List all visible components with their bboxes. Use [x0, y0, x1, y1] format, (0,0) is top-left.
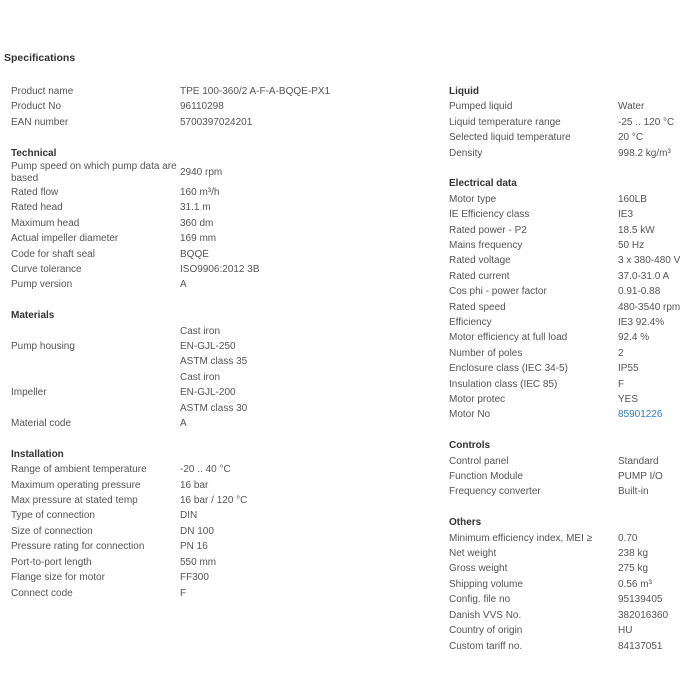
spec-label: Port-to-port length	[11, 556, 92, 568]
spec-row	[11, 539, 431, 554]
spec-label: Max pressure at stated temp	[11, 495, 138, 507]
spec-value: 16 bar / 120 °C	[180, 495, 248, 507]
spec-label: Rated flow	[11, 187, 59, 198]
spec-row	[449, 531, 699, 546]
spec-row	[449, 639, 699, 654]
spec-value: F	[618, 378, 625, 390]
spec-row	[11, 247, 431, 262]
spec-label: Size of connection	[11, 525, 93, 537]
liquid-section	[449, 84, 699, 161]
spec-row	[11, 185, 431, 200]
spec-value: DIN	[180, 510, 198, 522]
spec-value: ISO9906:2012 3B	[180, 264, 260, 276]
spec-row	[449, 484, 699, 499]
spec-label: Motor protec	[449, 394, 506, 406]
spec-value: Cast iron	[180, 325, 221, 337]
spec-label: IE Efficiency class	[449, 209, 530, 221]
spec-label: Country of origin	[449, 625, 523, 637]
spec-label: Rated voltage	[449, 255, 511, 267]
section-title: Materials	[11, 310, 55, 322]
spec-row	[449, 315, 699, 330]
spec-label: Density	[449, 147, 483, 159]
spec-row	[11, 524, 431, 539]
spec-label: Code for shaft seal	[11, 248, 95, 260]
spec-label: Motor efficiency at full load	[449, 332, 568, 344]
spec-value: 20 °C	[618, 132, 644, 144]
spec-row	[449, 361, 699, 376]
spec-row	[449, 269, 699, 284]
spec-label: Gross weight	[449, 563, 508, 575]
spec-value: 95139405	[618, 594, 663, 606]
left-column	[11, 84, 431, 616]
spec-row	[449, 99, 699, 114]
spec-row	[449, 561, 699, 576]
spec-row	[449, 454, 699, 469]
spec-row	[449, 608, 699, 623]
spec-label: Rated head	[11, 202, 63, 214]
spec-row	[11, 586, 431, 601]
spec-value: IP55	[618, 363, 639, 375]
spec-row	[449, 330, 699, 345]
section-title: Liquid	[449, 86, 479, 97]
spec-value: A	[180, 418, 187, 430]
spec-label: Enclosure class (IEC 34-5)	[449, 363, 568, 375]
general-section	[11, 84, 431, 130]
spec-row	[449, 146, 699, 161]
spec-label: Pressure rating for connection	[11, 541, 145, 553]
spec-value: Water	[618, 101, 645, 113]
spec-label: Custom tariff no.	[449, 640, 523, 652]
spec-value: EN-GJL-200	[180, 387, 236, 399]
spec-label: Product No	[11, 101, 62, 113]
spec-row	[11, 493, 431, 508]
spec-value: 480-3540 rpm	[618, 301, 681, 313]
spec-value: 169 mm	[180, 233, 217, 245]
spec-label: Insulation class (IEC 85)	[449, 378, 558, 390]
spec-label: Curve tolerance	[11, 264, 82, 276]
spec-row	[11, 216, 431, 231]
spec-row	[11, 200, 431, 215]
spec-row	[449, 253, 699, 268]
motor-no-link[interactable]: 85901226	[618, 409, 663, 421]
spec-label: Mains frequency	[449, 240, 523, 252]
spec-label: Maximum operating pressure	[11, 479, 141, 491]
spec-row	[11, 555, 431, 570]
section-title: Technical	[11, 147, 57, 159]
spec-label: Control panel	[449, 455, 509, 467]
spec-row	[449, 284, 699, 299]
spec-row	[449, 623, 699, 638]
spec-label: Rated speed	[449, 301, 506, 313]
page-title: Specifications	[4, 52, 76, 64]
spec-row	[11, 277, 431, 292]
section-title: Electrical data	[449, 178, 517, 190]
spec-row	[449, 207, 699, 222]
right-column	[449, 84, 699, 669]
spec-label: Function Module	[449, 471, 523, 483]
spec-row	[449, 469, 699, 484]
spec-value: 0.91-0.88	[618, 286, 661, 298]
spec-row	[11, 462, 431, 477]
spec-value: FF300	[180, 572, 209, 584]
spec-label: Efficiency	[449, 317, 492, 329]
spec-value: A	[180, 279, 187, 291]
spec-values	[180, 416, 187, 431]
spec-label: Motor type	[449, 193, 497, 205]
spec-row	[449, 300, 699, 315]
spec-value: 382016360	[618, 609, 669, 621]
spec-value: 275 kg	[618, 563, 649, 575]
spec-value: 31.1 m	[180, 202, 211, 214]
spec-label: Impeller	[11, 387, 47, 399]
spec-value: BQQE	[180, 248, 209, 260]
spec-row	[11, 84, 431, 99]
spec-value: PUMP I/O	[618, 471, 663, 483]
spec-row	[11, 231, 431, 246]
spec-row	[11, 324, 431, 370]
spec-label: Connect code	[11, 587, 73, 599]
spec-row	[449, 192, 699, 207]
spec-value: -20 .. 40 °C	[180, 464, 231, 476]
spec-label: Maximum head	[11, 217, 80, 229]
spec-value: Built-in	[618, 486, 649, 498]
spec-value: YES	[618, 394, 639, 406]
spec-value: 84137051	[618, 640, 663, 652]
spec-value: HU	[618, 625, 633, 637]
spec-value: 0.70	[618, 532, 638, 544]
spec-row	[11, 161, 431, 185]
spec-row	[11, 370, 431, 416]
spec-label: Config. file no	[449, 594, 511, 606]
spec-value: 2	[618, 347, 624, 359]
spec-value: 96110298	[180, 101, 224, 113]
spec-row	[449, 115, 699, 130]
section-title: Others	[449, 517, 482, 529]
spec-row	[449, 130, 699, 145]
spec-value: 2940 rpm	[180, 167, 223, 179]
spec-row	[11, 478, 431, 493]
spec-value: 998.2 kg/m³	[618, 147, 671, 159]
spec-label: Product name	[11, 86, 74, 97]
spec-label: Minimum efficiency index, MEI ≥	[449, 532, 593, 544]
spec-value: 37.0-31.0 A	[618, 270, 670, 282]
spec-label: Rated power - P2	[449, 224, 527, 236]
spec-value: 18.5 kW	[618, 224, 655, 236]
spec-row	[449, 346, 699, 361]
spec-value: Standard	[618, 455, 659, 467]
section-title: Installation	[11, 448, 64, 460]
spec-value: TPE 100-360/2 A-F-A-BQQE-PX1	[180, 86, 331, 97]
spec-value: 0.56 m³	[618, 578, 652, 590]
spec-row	[11, 262, 431, 277]
spec-value: EN-GJL-250	[180, 341, 236, 353]
spec-label: Liquid temperature range	[449, 116, 561, 128]
electrical-section	[449, 176, 699, 422]
spec-label: Pumped liquid	[449, 101, 513, 113]
spec-value: -25 .. 120 °C	[618, 116, 675, 128]
technical-section	[11, 146, 431, 293]
spec-label: Shipping volume	[449, 578, 523, 590]
spec-value: ASTM class 35	[180, 356, 248, 368]
spec-label: Cos phi - power factor	[449, 286, 547, 298]
spec-value: Cast iron	[180, 371, 221, 383]
spec-value: 50 Hz	[618, 240, 645, 252]
spec-label: Danish VVS No.	[449, 609, 522, 621]
spec-row	[11, 115, 431, 130]
spec-row	[11, 570, 431, 585]
controls-section	[449, 438, 699, 500]
spec-label: Rated current	[449, 270, 510, 282]
spec-values	[180, 324, 247, 370]
spec-label: Actual impeller diameter	[11, 233, 119, 245]
spec-label: Pump housing	[11, 341, 75, 353]
spec-value: 238 kg	[618, 548, 649, 560]
spec-row	[449, 546, 699, 561]
spec-value: 5700397024201	[180, 116, 253, 128]
spec-value: 550 mm	[180, 556, 217, 568]
spec-row	[449, 392, 699, 407]
spec-label: Pump speed on which pump data are based	[11, 161, 177, 184]
spec-label: Frequency converter	[449, 486, 541, 498]
spec-value: 3 x 380-480 V	[618, 255, 681, 267]
spec-label: Range of ambient temperature	[11, 464, 147, 476]
spec-value: 160 m³/h	[180, 187, 220, 198]
spec-row	[11, 99, 431, 114]
spec-row	[449, 407, 699, 422]
spec-row	[449, 223, 699, 238]
spec-value: F	[180, 587, 187, 599]
spec-value: IE3	[618, 209, 634, 221]
spec-value: PN 16	[180, 541, 208, 553]
spec-label: Net weight	[449, 548, 497, 560]
spec-value: 92.4 %	[618, 332, 650, 344]
spec-value: ASTM class 30	[180, 402, 248, 414]
spec-label: Selected liquid temperature	[449, 132, 571, 144]
spec-label: Material code	[11, 418, 72, 430]
section-title: Controls	[449, 440, 491, 452]
spec-row	[11, 508, 431, 523]
others-section	[449, 515, 699, 654]
spec-row	[449, 238, 699, 253]
spec-value: 160LB	[618, 193, 647, 205]
spec-label: EAN number	[11, 116, 69, 128]
spec-row	[449, 592, 699, 607]
spec-label: Pump version	[11, 279, 73, 291]
spec-label: Flange size for motor	[11, 572, 105, 584]
spec-row	[11, 416, 431, 431]
spec-label: Number of poles	[449, 347, 523, 359]
spec-label: Type of connection	[11, 510, 95, 522]
spec-value: 16 bar	[180, 479, 209, 491]
spec-row	[449, 377, 699, 392]
spec-row	[449, 577, 699, 592]
spec-values	[180, 370, 247, 416]
materials-section	[11, 308, 431, 431]
spec-value: IE3 92.4%	[618, 317, 665, 329]
spec-label: Motor No	[449, 409, 491, 421]
spec-value: DN 100	[180, 525, 214, 537]
spec-value: 360 dm	[180, 217, 214, 229]
installation-section	[11, 447, 431, 601]
